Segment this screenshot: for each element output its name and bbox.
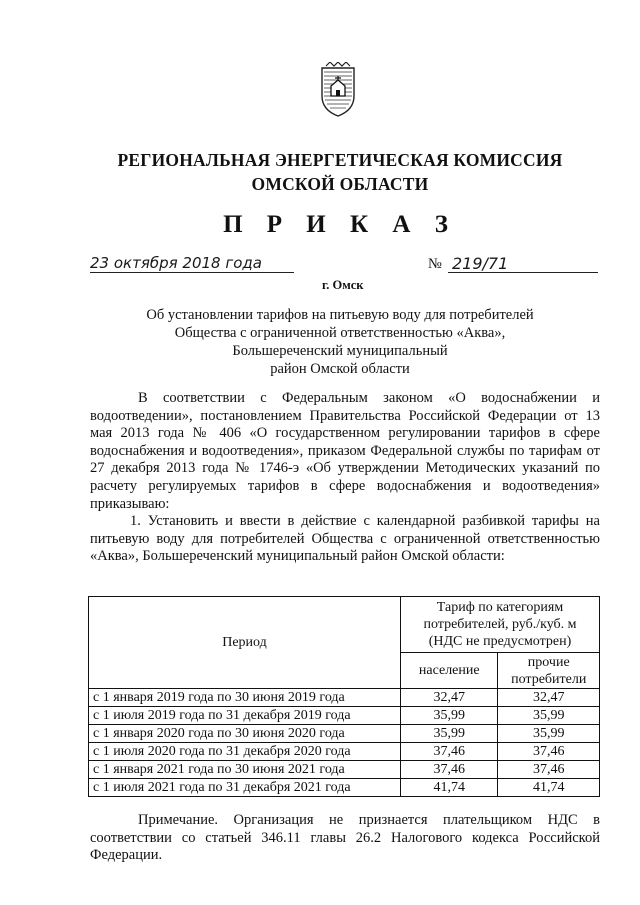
row-other-tariff: 35,99 <box>498 725 600 743</box>
header-period: Период <box>89 597 401 689</box>
item1-paragraph: 1. Установить и ввести в действие с календарной разбивкой тарифы на питьевую воду для потребителей Общества с ограниченной ответственностью «Аква», Большереченский муниципальный район Омской области: <box>90 513 600 565</box>
table-row <box>89 707 600 725</box>
subject-line: Большереченский муниципальный <box>232 343 448 359</box>
table-row <box>89 725 600 743</box>
table-row <box>89 743 600 761</box>
date-field <box>90 254 294 273</box>
date-handwritten: 23 октября 2018 года <box>90 254 262 272</box>
organization-name-line1: РЕГИОНАЛЬНАЯ ЭНЕРГЕТИЧЕСКАЯ КОМИССИЯ <box>117 150 563 170</box>
preamble-paragraph: В соответствии с Федеральным законом «О водоснабжении и водоотведении», постановлением Правительства Российской Федерации от 13 мая 2013 года № 406 «О государственном регулировании тарифов в сфере водоснабжения и водоотведения», приказом Федеральной службы по тарифам от 27 декабря 2013 года № 1746-э «Об утверждении Методических указаний по расчету регулируемых тарифов в сфере водоснабжения и водоотведения» приказываю: <box>90 390 600 512</box>
table-row <box>89 689 600 707</box>
row-period: с 1 июля 2021 года по 31 декабря 2021 года <box>89 779 401 797</box>
row-period: с 1 января 2020 года по 30 июня 2020 года <box>89 725 401 743</box>
subject-line: район Омской области <box>270 361 410 377</box>
city-label: г. Омск <box>322 278 364 292</box>
row-period: с 1 января 2021 года по 30 июня 2021 года <box>89 761 401 779</box>
row-period: с 1 июля 2020 года по 31 декабря 2020 года <box>89 743 401 761</box>
tariff-table <box>88 596 600 797</box>
number-field <box>448 254 598 273</box>
row-population-tariff: 37,46 <box>401 743 498 761</box>
header-population: население <box>401 653 498 689</box>
table-row <box>89 779 600 797</box>
header-tariff: Тариф по категориям потребителей, руб./куб. м (НДС не предусмотрен) <box>401 597 600 653</box>
row-other-tariff: 32,47 <box>498 689 600 707</box>
coat-of-arms-emblem <box>318 62 358 118</box>
row-other-tariff: 35,99 <box>498 707 600 725</box>
table-row <box>89 761 600 779</box>
row-population-tariff: 41,74 <box>401 779 498 797</box>
row-population-tariff: 32,47 <box>401 689 498 707</box>
order-body <box>90 390 600 566</box>
number-handwritten: 219/71 <box>452 254 509 273</box>
number-label: № <box>428 256 442 272</box>
row-other-tariff: 41,74 <box>498 779 600 797</box>
document-title: П Р И К А З <box>223 211 457 238</box>
row-population-tariff: 35,99 <box>401 725 498 743</box>
organization-name-line2: ОМСКОЙ ОБЛАСТИ <box>251 174 429 194</box>
row-period: с 1 июля 2019 года по 31 декабря 2019 года <box>89 707 401 725</box>
row-population-tariff: 37,46 <box>401 761 498 779</box>
subject-line: Общества с ограниченной ответственностью «Аква», <box>174 325 506 341</box>
note-paragraph: Примечание. Организация не признается плательщиком НДС в соответствии со статьей 346.11 главы 26.2 Налогового кодекса Российской Федерации. <box>90 812 600 864</box>
row-other-tariff: 37,46 <box>498 761 600 779</box>
order-subject <box>0 306 640 378</box>
row-population-tariff: 35,99 <box>401 707 498 725</box>
subject-line: Об установлении тарифов на питьевую воду для потребителей <box>146 307 534 323</box>
header-other: прочие потребители <box>498 653 600 689</box>
row-other-tariff: 37,46 <box>498 743 600 761</box>
row-period: с 1 января 2019 года по 30 июня 2019 года <box>89 689 401 707</box>
note-section <box>90 812 600 865</box>
